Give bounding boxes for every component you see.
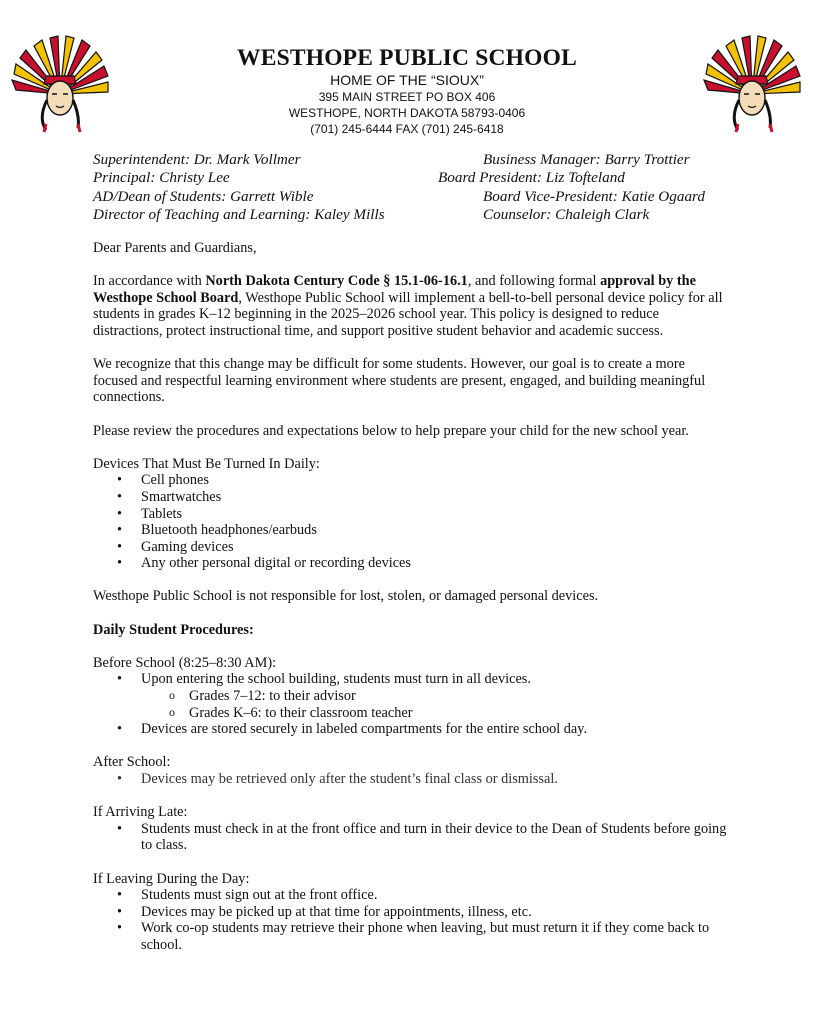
paragraph-policy [93,273,728,339]
arriving-late-heading: If Arriving Late: [93,804,188,821]
list-item: • Devices may be retrieved only after the student’s final class or dismissal. [93,771,728,788]
ad-dean-of-students: AD/Dean of Students: Garrett Wible [93,187,314,205]
paragraph-review: Please review the procedures and expectations below to help prepare your child for the new school year. [93,422,689,439]
list-item-text: Upon entering the school building, students must turn in all devices. [141,671,531,688]
list-item: • Any other personal digital or recording devices [93,555,728,572]
sioux-mascot-logo-icon [700,34,804,134]
greeting: Dear Parents and Guardians, [93,240,257,256]
list-item: • Tablets [93,506,728,523]
list-item: • Students must check in at the front office and turn in their device to the Dean of Students before going to class. [93,821,728,854]
letter-body [93,240,728,970]
text-run: In accordance with [93,273,206,290]
principal: Principal: Christy Lee [93,169,230,187]
school-name: WESTHOPE PUBLIC SCHOOL [237,45,577,71]
director-teaching-learning: Director of Teaching and Learning: Kaley Mills [93,205,385,223]
sub-list-item: o Grades K–6: to their classroom teacher [141,705,728,722]
list-item: • Cell phones [93,472,728,489]
before-school-heading: Before School (8:25–8:30 AM): [93,654,277,671]
procedures-heading-text: Daily Student Procedures: [93,621,254,638]
after-school-heading: After School: [93,754,171,771]
text-run: , Westhope Public School will implement a bell-to-bell personal device policy for all students in grades K–12 beginning in the 2025–2026 school year. This policy is designed to reduce distractions, protect instructional time, and support positive student behavior and academic success. [93,289,723,339]
list-item: • Work co-op students may retrieve their phone when leaving, but must return it if they come back to school. [93,920,728,953]
list-item: • Students must sign out at the front office. [93,887,728,904]
sioux-mascot-logo-icon [8,34,112,134]
staff-directory [0,151,814,224]
letterhead [150,44,664,137]
business-manager: Business Manager: Barry Trottier [483,151,690,168]
phone-line: (701) 245-6444 FAX (701) 245-6418 [310,122,504,136]
paragraph-recognize: We recognize that this change may be difficult for some students. However, our goal is to create a more focused and respectful learning environment where students are present, engaged, and building meaningful connections. [93,356,706,406]
arriving-late-list [93,821,728,854]
responsibility-note: Westhope Public School is not responsible for lost, stolen, or damaged personal devices. [93,588,599,605]
after-school-list [93,771,728,788]
sub-list-item: o Grades 7–12: to their advisor [141,688,728,705]
board-approval: approval by the Westhope School Board [93,273,696,306]
list-item: • Devices are stored securely in labeled compartments for the entire school day. [93,721,728,738]
board-president: Board President: Liz Tofteland [438,169,625,187]
procedures-heading [93,622,728,639]
city-line: WESTHOPE, NORTH DAKOTA 58793-0406 [288,106,526,120]
leaving-list [93,887,728,953]
counselor: Counselor: Chaleigh Clark [483,205,650,223]
list-item: • Devices may be picked up at that time for appointments, illness, etc. [93,904,728,921]
text-run: , and following formal [467,273,601,290]
devices-heading: Devices That Must Be Turned In Daily: [93,455,320,472]
leaving-heading: If Leaving During the Day: [93,870,250,887]
list-item [93,671,728,721]
devices-list [93,472,728,572]
list-item: • Bluetooth headphones/earbuds [93,522,728,539]
list-item: • Smartwatches [93,489,728,506]
before-school-list [93,671,728,737]
superintendent: Superintendent: Dr. Mark Vollmer [93,151,301,168]
list-item: • Gaming devices [93,539,728,556]
address-line: 395 MAIN STREET PO BOX 406 [318,90,496,104]
sub-list [141,688,728,721]
home-of-line: HOME OF THE “SIOUX” [330,72,484,88]
board-vice-president: Board Vice-President: Katie Ogaard [483,187,705,205]
law-citation: North Dakota Century Code § 15.1-06-16.1 [205,273,468,290]
